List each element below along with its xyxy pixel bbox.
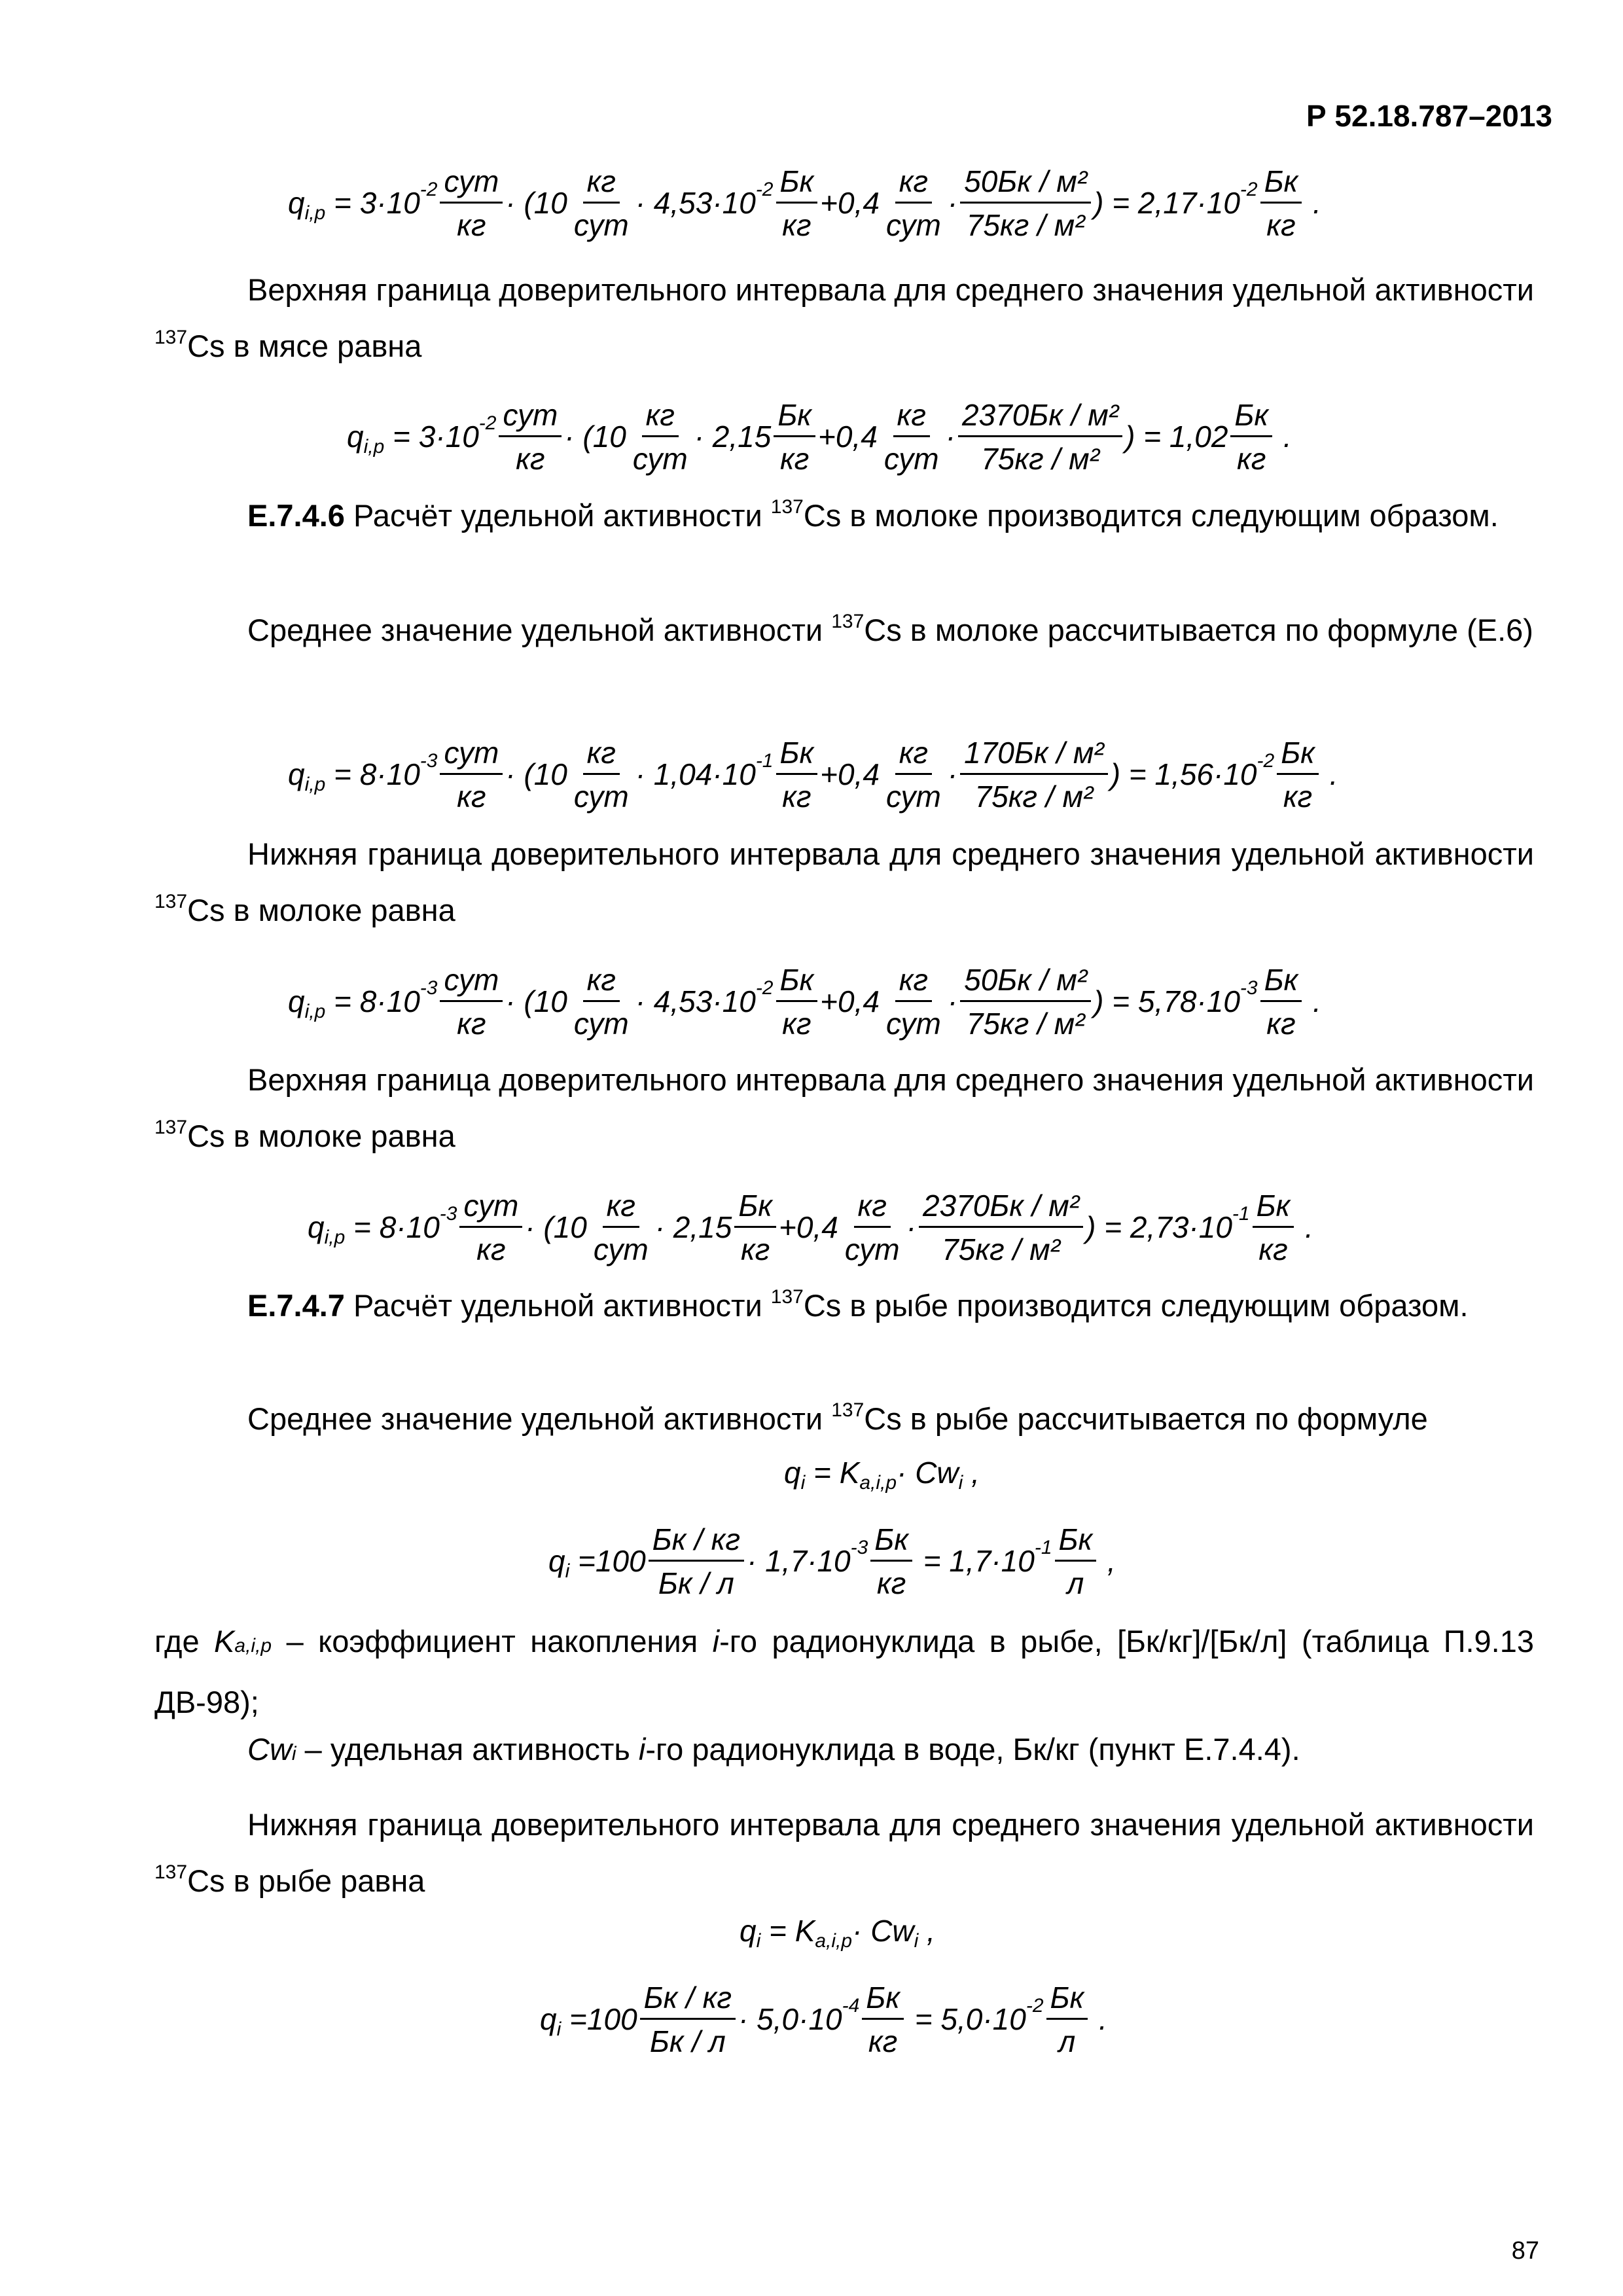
fraction: $\frac{кг}{\text{сут}}$	[629, 396, 692, 478]
fraction: $\frac{кг}{\text{сут}}$	[882, 734, 945, 816]
fraction: $\frac{кг}{\text{сут}}$	[570, 961, 633, 1043]
fraction: $\frac{Бк}{кг}$	[734, 1187, 776, 1268]
fraction: $\frac{\text{сут}}{кг}$	[440, 734, 503, 816]
formula-fish-general-lower: q i = K a,i,p · Cw i ,	[740, 1914, 935, 1952]
paragraph: Верхняя граница доверительного интервала для среднего значения удельной активности $^{137}$Cs в мясе равна	[154, 272, 1534, 363]
fraction: $\frac{Бк / кг}{Бк / л}$	[649, 1520, 744, 1602]
fraction: $\frac{\text{сут}}{кг}$	[440, 961, 503, 1043]
fraction: $\frac{\text{50Бк / м²}}{\text{75кг / м²}}$	[960, 162, 1091, 244]
fraction: $\frac{кг}{\text{сут}}$	[570, 162, 633, 244]
fraction: $\frac{Бк}{кг}$	[1277, 734, 1319, 816]
formula-fish-mean: q i =100 $\frac{Бк / кг}{Бк / л}$ · 1,7·10 -3 $\frac{Бк}{кг}$ = 1,7·10 -1 $\frac{Бк}{л}$ ,	[548, 1512, 1116, 1610]
formula-meat-upper: q i,p = 3·10 -2 $\frac{\text{сут}}{кг}$ · (10 $\frac{кг}{\text{сут}}$ · 2,15 $\frac{Бк}{кг}$ +0,4 $\frac{кг}{\text{сут}}$ · $\frac{\text{2370Бк / м²}}{\text{75кг / м²}}$ ) = 1,02 $\frac{Бк}{кг}$ .	[347, 387, 1292, 486]
fraction: $\frac{Бк}{кг}$	[776, 162, 818, 244]
formula-milk-mean: q i,p = 8·10 -3 $\frac{\text{сут}}{кг}$ · (10 $\frac{кг}{\text{сут}}$ · 1,04·10 -1 $\frac{Бк}{кг}$ +0,4 $\frac{кг}{\text{сут}}$ · $\frac{\text{170Бк / м²}}{\text{75кг / м²}}$ ) = 1,56·10 -2 $\frac{Бк}{кг}$ .	[288, 725, 1338, 823]
fraction: $\frac{\text{2370Бк / м²}}{\text{75кг / м²}}$	[919, 1187, 1083, 1268]
formula-milk-upper: q i,p = 8·10 -3 $\frac{\text{сут}}{кг}$ · (10 $\frac{кг}{\text{сут}}$ · 2,15 $\frac{Бк}{кг}$ +0,4 $\frac{кг}{\text{сут}}$ · $\frac{\text{2370Бк / м²}}{\text{75кг / м²}}$ ) = 2,73·10 -1 $\frac{Бк}{кг}$ .	[308, 1178, 1313, 1276]
paragraph: Среднее значение удельной активности $^{137}$Cs в рыбе рассчитывается по формуле	[247, 1399, 1428, 1436]
formula-milk-lower: q i,p = 8·10 -3 $\frac{\text{сут}}{кг}$ · (10 $\frac{кг}{\text{сут}}$ · 4,53·10 -2 $\frac{Бк}{кг}$ +0,4 $\frac{кг}{\text{сут}}$ · $\frac{\text{50Бк / м²}}{\text{75кг / м²}}$ ) = 5,78·10 -3 $\frac{Бк}{кг}$ .	[288, 952, 1321, 1050]
fraction: $\frac{Бк}{кг}$	[774, 396, 815, 478]
fraction: $\frac{Бк}{кг}$	[776, 961, 818, 1043]
formula-fish-lower: q i =100 $\frac{Бк / кг}{Бк / л}$ · 5,0·10 -4 $\frac{Бк}{кг}$ = 5,0·10 -2 $\frac{Бк}{л}$ .	[540, 1970, 1107, 2068]
fraction: $\frac{\text{2370Бк / м²}}{\text{75кг / м²}}$	[958, 396, 1122, 478]
fraction: $\frac{Бк}{кг}$	[776, 734, 818, 816]
fraction: $\frac{\text{50Бк / м²}}{\text{75кг / м²}}$	[960, 961, 1091, 1043]
fraction: $\frac{кг}{\text{сут}}$	[841, 1187, 904, 1268]
paragraph: где Ka,i,p – коэффициент накопления i-го радионуклида в рыбе, [Бк/кг]/[Бк/л] (таблица П.9.13 ДВ-98);	[154, 1624, 1535, 1719]
fraction: $\frac{Бк}{л}$	[1046, 1979, 1088, 2060]
fraction: $\frac{кг}{\text{сут}}$	[570, 734, 633, 816]
fraction: $\frac{кг}{\text{сут}}$	[882, 162, 945, 244]
paragraph: Е.7.4.7 Расчёт удельной активности $^{137}$Cs в рыбе производится следующим образом.	[247, 1286, 1469, 1323]
fraction: $\frac{\text{сут}}{кг}$	[499, 396, 562, 478]
paragraph: Cwi – удельная активность i-го радионуклида в воде, Бк/кг (пункт Е.7.4.4).	[247, 1732, 1300, 1767]
fraction: $\frac{Бк}{кг}$	[862, 1979, 904, 2060]
fraction: $\frac{кг}{\text{сут}}$	[882, 961, 945, 1043]
fraction: $\frac{Бк}{кг}$	[1253, 1187, 1294, 1268]
fraction: $\frac{Бк}{кг}$	[1260, 162, 1302, 244]
document-code: Р 52.18.787–2013	[1306, 99, 1552, 133]
fraction: $\frac{кг}{\text{сут}}$	[590, 1187, 652, 1268]
paragraph: Среднее значение удельной активности $^{137}$Cs в молоке рассчитывается по формуле (Е.6)	[247, 611, 1533, 647]
fraction: $\frac{\text{170Бк / м²}}{\text{75кг / м²}}$	[960, 734, 1108, 816]
page-number: 87	[1511, 2237, 1539, 2265]
paragraph: Нижняя граница доверительного интервала для среднего значения удельной активности $^{137}$Cs в рыбе равна	[154, 1807, 1534, 1898]
fraction: $\frac{\text{сут}}{кг}$	[459, 1187, 522, 1268]
fraction: $\frac{Бк}{л}$	[1055, 1520, 1097, 1602]
fraction: $\frac{Бк}{кг}$	[1260, 961, 1302, 1043]
fraction: $\frac{\text{сут}}{кг}$	[440, 162, 503, 244]
paragraph: Верхняя граница доверительного интервала для среднего значения удельной активности $^{137}$Cs в молоке равна	[154, 1062, 1534, 1153]
formula-meat-mean: q i,p = 3·10 -2 $\frac{\text{сут}}{кг}$ · (10 $\frac{кг}{\text{сут}}$ · 4,53·10 -2 $\frac{Бк}{кг}$ +0,4 $\frac{кг}{\text{сут}}$ · $\frac{\text{50Бк / м²}}{\text{75кг / м²}}$ ) = 2,17·10 -2 $\frac{Бк}{кг}$ .	[288, 154, 1321, 252]
fraction: $\frac{кг}{\text{сут}}$	[880, 396, 943, 478]
paragraph: Нижняя граница доверительного интервала для среднего значения удельной активности $^{137}$Cs в молоке равна	[154, 836, 1534, 927]
fraction: $\frac{Бк}{кг}$	[870, 1520, 912, 1602]
paragraph: Е.7.4.6 Расчёт удельной активности $^{137}$Cs в молоке производится следующим образом.	[247, 496, 1499, 533]
fraction: $\frac{Бк / кг}{Бк / л}$	[640, 1979, 736, 2060]
formula-fish-general: q i = K a,i,p · Cw i ,	[784, 1456, 980, 1494]
fraction: $\frac{Бк}{кг}$	[1230, 396, 1272, 478]
